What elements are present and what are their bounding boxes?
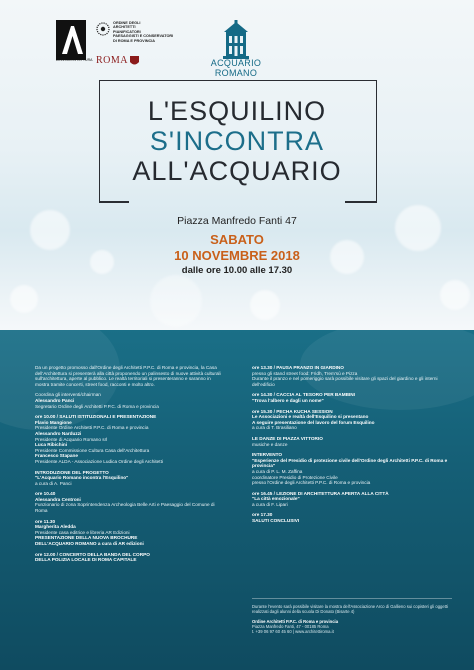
program-heading: ore 16.45 / LEZIONE DI ARCHITETTURA APERTA ALLA CITTÀ — [252, 490, 389, 496]
program-heading: ore 10.00 / SALUTI ISTITUZIONALI E PRESENTAZIONE — [35, 414, 157, 420]
program-block — [252, 392, 452, 403]
program-text: a cura di P. L. M. Zaffina — [252, 468, 303, 474]
program-heading: ore 13.30 / PAUSA PRANZO IN GIARDINO — [252, 365, 344, 370]
program-text: Durante il pranzo e nel pomeriggio sarà possibile visitare gli spazi del giardino e gli interni dell'edificio — [252, 376, 438, 387]
event-date: 10 NOVEMBRE 2018 — [174, 248, 300, 263]
program-heading: Luca Ribichini — [35, 442, 68, 448]
program-heading: ore 10.40 — [35, 491, 56, 497]
program-text: a cura di F. Lipari — [252, 501, 288, 507]
program-text: Segretario Ordine degli Architetti P.P.C. di Roma e provincia — [35, 403, 159, 409]
program-left-column — [35, 365, 225, 568]
program-heading: Alessandro Panci — [35, 397, 75, 403]
program-heading: SALUTI CONCLUSIVI — [252, 518, 300, 524]
program-text: Presidente casa editrice e libreria AR Edizioni — [35, 529, 130, 535]
program-block — [35, 552, 225, 563]
program-heading: Flavio Mangione — [35, 419, 72, 425]
program-text: a cura di T. Brasiliano — [252, 425, 297, 431]
program-heading: "La città emozionale" — [252, 496, 300, 502]
footer-contacts: t. +39 06 97 60 45 60 | www.architettiroma.it — [252, 629, 334, 634]
program-heading: LE DANZE DI PIAZZA VITTORIO — [252, 435, 323, 441]
program-block — [35, 491, 225, 513]
program-heading: A seguire presentazione del lavoro del forum Esquilino — [252, 419, 375, 425]
program-block — [35, 470, 225, 487]
program-heading: ore 12.00 / CONCERTO DELLA BANDA DEL CORPO — [35, 551, 150, 557]
footer-note: Durante l'evento sarà possibile visitare la mostra dell'Associazione Arco di Gallieno sui copisteri gli oggetti realizzati dagli alunni della scuola Di Donato (Bisarte 4) — [252, 604, 448, 614]
program-text: Da un progetto promosso dall'Ordine degli Architetti P.P.C. di Roma e provincia, la Casa dell'Architettura si presenterà alla città proponendo un palinsesto di nuove attività culturali sull'architettura, aperte al pubblico. Le realtà territoriali si presenteranno e saranno in mostra tramite concerti, street food, racconti e molto altro. — [35, 365, 221, 387]
ordine-architetti-text: ORDINE DEGLI ARCHITETTI PIANIFICATORI PAESAGGISTI E CONSERVATORI DI ROMA E PROVINCIA — [113, 21, 174, 43]
roma-crest-icon — [129, 55, 140, 67]
program-block — [35, 392, 225, 409]
acquario-romano-name: ACQUARIO ROMANO — [210, 58, 262, 78]
program-block — [252, 452, 452, 486]
program-block — [35, 519, 225, 547]
program-heading: ore 17.30 — [252, 512, 273, 518]
program-heading: "Trova l'albero e dagli un nome" — [252, 397, 324, 403]
program-block — [252, 491, 452, 508]
program-heading: "Esperienze del Presidio di protezione civile dell'Ordine degli Architetti P.P.C. di Roma e provincia" — [252, 457, 448, 469]
program-text: Presidente Ordine Architetti P.P.C. di Roma e provincia — [35, 425, 149, 431]
program-heading: DELL'ACQUARIO ROMANO a cura di AR edizioni — [35, 541, 144, 547]
program-heading: INTERVENTO — [252, 452, 283, 458]
program-text: a cura di A. Panci — [35, 480, 72, 486]
program-heading: "L'Acquario Romano incontra l'Esquilino" — [35, 475, 129, 481]
footer-address: Piazza Manfredo Fanti, 47 - 00185 Roma — [252, 624, 329, 629]
event-day: SABATO — [210, 232, 264, 247]
program-text: Presidente Commissione Cultura Casa dell'Architettura — [35, 447, 150, 453]
program-block — [252, 436, 452, 447]
program-block — [35, 414, 225, 464]
program-block — [35, 365, 225, 387]
program-heading: INTRODUZIONE DEL PROGETTO — [35, 469, 109, 475]
title-frame-bottom-right — [345, 201, 377, 203]
footer-org: Ordine Architetti P.P.C. di Roma e provincia — [252, 619, 339, 624]
program-text: coordinatore Presidio di Protezione Civile — [252, 474, 338, 480]
program-heading: ore 11.30 — [35, 518, 56, 524]
title-frame-bottom-left — [99, 201, 129, 203]
event-place: Piazza Manfredo Fanti 47 — [177, 215, 297, 227]
title-line-1: L'ESQUILINO — [147, 96, 327, 126]
program-heading: Alessandro Narduzzi — [35, 430, 82, 436]
roma-logo-text: ROMA — [96, 55, 129, 66]
program-heading: ore 14.30 / CACCIA AL TESORO PER BAMBINI — [252, 392, 355, 398]
program-text: presso gli stand street food: Fridh, Trem'sù e Pizza — [252, 370, 358, 376]
footer — [252, 604, 452, 634]
program-text: Funzionario di zona Soprintendenza Archeologia Belle Arti e Paesaggio del Comune di Roma — [35, 502, 215, 514]
program-heading: Francesco Stapane — [35, 453, 78, 459]
program-block — [252, 409, 452, 431]
program-heading: ore 15.30 / PECHA KUCHA SESSION — [252, 408, 333, 414]
program-text: musiche e danze — [252, 441, 288, 447]
program-heading: PRESENTAZIONE DELLA NUOVA BROCHURE — [35, 535, 138, 541]
footer-divider — [252, 598, 452, 599]
program-block — [252, 365, 452, 387]
event-hours: dalle ore 10.00 alle 17.30 — [181, 265, 293, 276]
program-heading: DELLA POLIZIA LOCALE DI ROMA CAPITALE — [35, 557, 137, 563]
program-right-column — [252, 365, 452, 529]
program-text: Presidente di Acquario Romano srl — [35, 436, 108, 442]
program-heading: Le Associazioni e realtà dell'Esquilino si presentano — [252, 414, 369, 420]
program-heading: Margherita Aledda — [35, 524, 76, 530]
program-text: Coordina gli interventi/chairman — [35, 392, 101, 398]
ordine-architetti-icon — [96, 22, 110, 36]
title-line-2: S'INCONTRA — [149, 126, 325, 156]
title-line-3: ALL'ACQUARIO — [132, 156, 342, 186]
program-text: presso l'Ordine degli Architetti P.P.C. di Roma e provincia — [252, 480, 371, 486]
acquario-romano-logo-icon — [213, 20, 259, 60]
program-heading: Alessandra Centroni — [35, 496, 81, 502]
program-block — [252, 512, 452, 523]
casa-architettura-caption: CASA DELL'ARCHITETTURA — [56, 54, 93, 62]
program-text: Presidente ALDA - Associazione Ludica Ordine degli Architetti — [35, 458, 163, 464]
